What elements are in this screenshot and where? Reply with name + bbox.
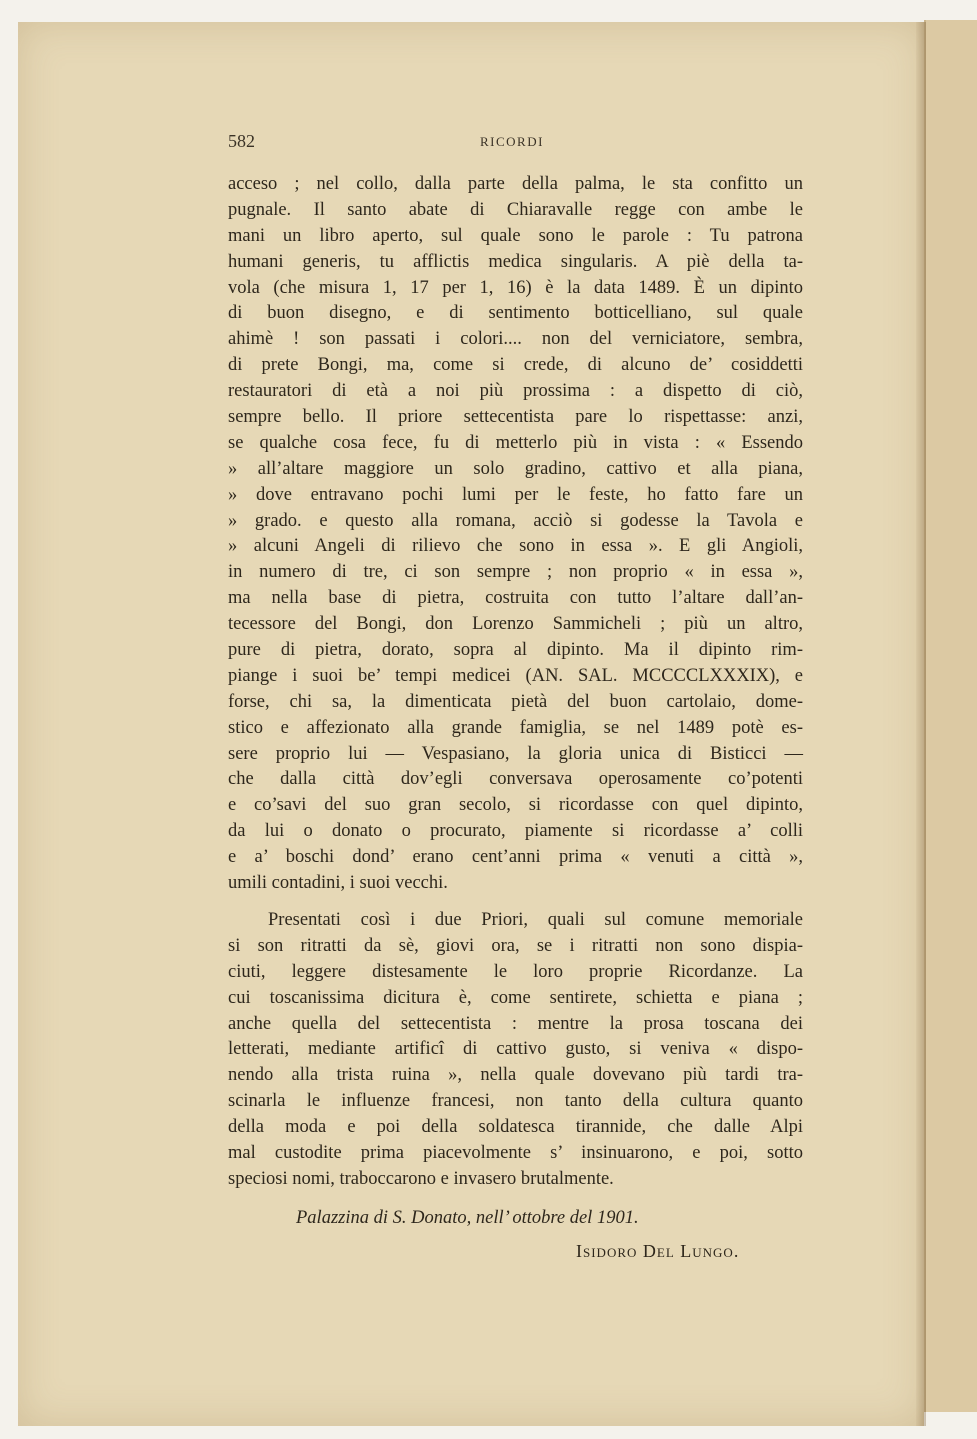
text-line: umili contadini, i suoi vecchi.: [228, 873, 448, 894]
paragraph-2: [228, 908, 803, 1193]
text-line: e co’savi del suo gran secolo, si ricordasse con quel dipinto,: [228, 795, 803, 816]
text-line: e a’ boschi dond’ erano cent’anni prima « venuti a città »,: [228, 847, 803, 868]
text-line: sere proprio lui — Vespasiano, la gloria unica di Bisticci —: [228, 743, 803, 764]
text-line: letterati, mediante artificî di cattivo gusto, si veniva « dispo-: [228, 1039, 803, 1060]
text-line: ahimè ! son passati i colori.... non del verniciatore, sembra,: [228, 329, 803, 350]
text-line: forse, chi sa, la dimenticata pietà del buon cartolaio, dome-: [228, 691, 803, 712]
text-line: humani generis, tu afflictis medica singularis. A piè della ta-: [228, 251, 803, 272]
text-line: tecessore del Bongi, don Lorenzo Sammicheli ; più un altro,: [228, 614, 803, 635]
text-line: ma nella base di pietra, costruita con tutto l’altare dall’an-: [228, 588, 803, 609]
text-line: Presentati così i due Priori, quali sul comune memoriale: [268, 909, 803, 930]
text-line: della moda e poi della soldatesca tirannide, che dalle Alpi: [228, 1117, 803, 1138]
text-line: nendo alla trista ruina », nella quale dovevano più tardi tra-: [228, 1065, 803, 1086]
text-line: » alcuni Angeli di rilievo che sono in essa ». E gli Angioli,: [228, 536, 803, 557]
paragraph-1: [228, 172, 803, 897]
text-line: » all’altare maggiore un solo gradino, cattivo et alla piana,: [228, 458, 803, 479]
page-header: [228, 131, 803, 155]
text-line: che dalla città dov’egli conversava operosamente co’potenti: [228, 769, 803, 790]
text-line: ciuti, leggere distesamente le loro proprie Ricordanze. La: [228, 961, 803, 982]
text-line: in numero di tre, ci son sempre ; non proprio « in essa »,: [228, 562, 803, 583]
page-fold-shadow: [916, 22, 926, 1426]
text-line: acceso ; nel collo, dalla parte della palma, le sta confitto un: [228, 174, 803, 194]
text-line: » grado. e questo alla romana, acciò si godesse la Tavola e: [228, 510, 803, 531]
text-line: da lui o donato o procurato, piamente si ricordasse a’ colli: [228, 821, 803, 842]
text-line: restauratori di età a noi più prossima : a dispetto di ciò,: [228, 381, 803, 402]
paragraph-gap: [228, 897, 803, 908]
text-line: anche quella del settecentista : mentre la prosa toscana dei: [228, 1013, 803, 1034]
place-date: Palazzina di S. Donato, nell’ ottobre del 1901.: [296, 1208, 639, 1228]
running-title: RICORDI: [480, 134, 544, 149]
text-line: vola (che misura 1, 17 per 1, 16) è la data 1489. È un dipinto: [228, 277, 803, 298]
text-line: pugnale. Il santo abate di Chiaravalle regge con ambe le: [228, 199, 803, 220]
text-line: mani un libro aperto, sul quale sono le parole : Tu patrona: [228, 225, 803, 246]
text-line: se qualche cosa fece, fu di metterlo più in vista : « Essendo: [228, 432, 803, 453]
text-line: sempre bello. Il priore settecentista pare lo rispettasse: anzi,: [228, 407, 803, 428]
text-line: di buon disegno, e di sentimento botticelliano, sul quale: [228, 303, 803, 324]
text-line: di prete Bongi, ma, come si crede, di alcuno de’ cosiddetti: [228, 355, 803, 376]
text-line: pure di pietra, dorato, sopra al dipinto. Ma il dipinto rim-: [228, 640, 803, 661]
text-line: mal custodite prima piacevolmente s’ insinuarono, e poi, sotto: [228, 1142, 803, 1163]
adjacent-page-edge: [924, 20, 977, 1412]
page-number: 582: [228, 131, 255, 151]
text-line: cui toscanissima dicitura è, come sentirete, schietta e piana ;: [228, 987, 803, 1008]
text-line: speciosi nomi, traboccarono e invasero brutalmente.: [228, 1168, 614, 1189]
body-text: [228, 172, 803, 1193]
text-line: » dove entravano pochi lumi per le feste, ho fatto fare un: [228, 484, 803, 505]
text-line: piange i suoi be’ tempi medicei (AN. SAL. MCCCCLXXXIX), e: [228, 665, 803, 686]
text-line: si son ritratti da sè, giovi ora, se i ritratti non sono dispia-: [228, 935, 803, 956]
text-line: stico e affezionato alla grande famiglia, se nel 1489 potè es-: [228, 717, 803, 738]
author-signature: Isidoro Del Lungo.: [576, 1241, 740, 1261]
text-line: scinarla le influenze francesi, non tanto della cultura quanto: [228, 1091, 803, 1112]
